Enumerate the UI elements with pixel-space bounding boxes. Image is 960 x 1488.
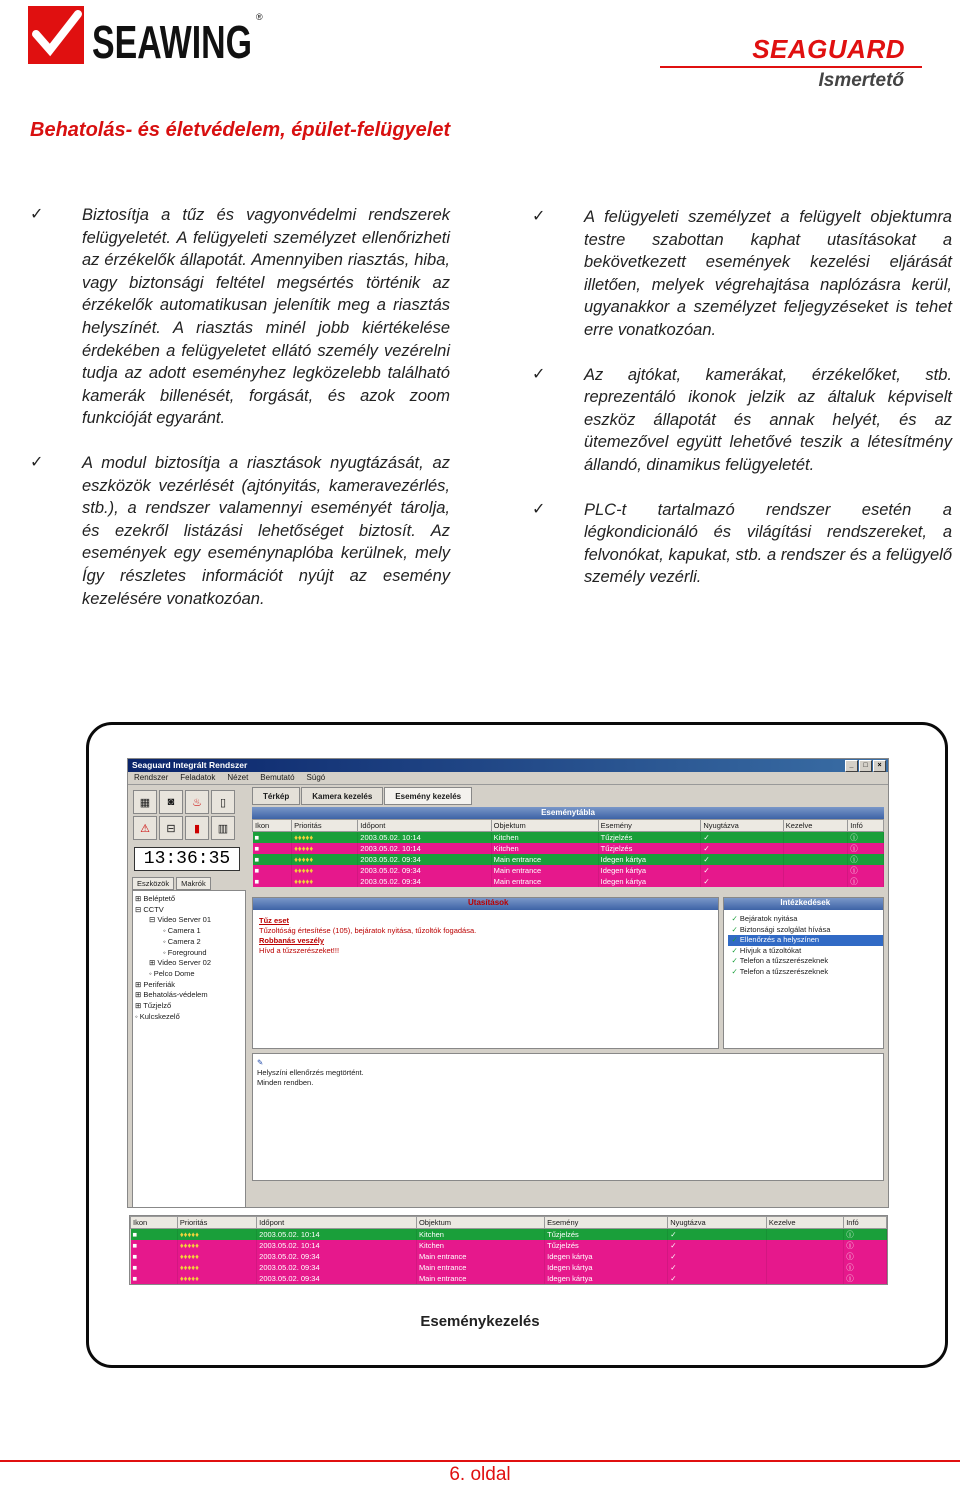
header-subtitle: Ismertető xyxy=(818,70,904,91)
instructions-panel xyxy=(252,897,719,1049)
handled-cell xyxy=(766,1229,843,1241)
object-cell: Kitchen xyxy=(491,832,598,844)
instruction-heading[interactable]: Tűz eset xyxy=(259,916,290,925)
event-cell: Idegen kártya xyxy=(598,854,701,865)
priority-icons: ♦♦♦♦♦ xyxy=(177,1251,256,1262)
table-row[interactable] xyxy=(253,854,884,865)
event-icon: ■ xyxy=(131,1251,178,1262)
event-icon: ■ xyxy=(131,1240,178,1251)
info-icon: ⓘ xyxy=(848,865,884,876)
handled-cell xyxy=(783,843,848,854)
gate-icon[interactable]: ⊟ xyxy=(159,816,183,840)
time-cell: 2003.05.02. 10:14 xyxy=(257,1240,417,1251)
event-cell: Idegen kártya xyxy=(545,1262,668,1273)
object-cell: Main entrance xyxy=(491,876,598,887)
page-title: Behatolás- és életvédelem, épület-felügyelet xyxy=(30,119,451,141)
figure-caption: Eseménykezelés xyxy=(420,1313,540,1330)
object-cell: Kitchen xyxy=(416,1229,544,1241)
main-panel xyxy=(252,787,884,1205)
event-cell: Idegen kártya xyxy=(545,1273,668,1284)
tree-node[interactable]: ⊟ Video Server 01 xyxy=(149,915,212,925)
menu-bemutato[interactable]: Bemutató xyxy=(260,773,295,782)
handled-cell xyxy=(783,832,848,844)
instructions-title: Utasítások xyxy=(253,898,718,910)
check-icon: ✓ xyxy=(532,365,546,383)
seawing-logo xyxy=(28,4,270,68)
bullet-item: ✓ Biztosítja a tűz és vagyonvédelmi rendszerek felügyeletét. A felügyeleti személyzet ellenőrizheti az érzékelők állapotát. Amennyiben riasztás, hiba, vagy biztonsági feltétel megsértés történik az érzékelők automatikusan jelenítik meg a riasztás helyszínét. A riasztás minél jobb kiértékelése érdekében a felügyeletet ellátó személy vezérelni tudja az adott eseményhez legközelebb található kamerák billenését, forgását, és azok zoom funkcióját egyaránt. xyxy=(30,206,450,428)
tree-node[interactable]: ⊞ Video Server 02 xyxy=(149,958,212,968)
time-cell: 2003.05.02. 09:34 xyxy=(257,1273,417,1284)
action-item[interactable]: ✓ Bejáratok nyitása xyxy=(731,914,798,923)
menu-rendszer[interactable]: Rendszer xyxy=(134,773,169,782)
info-icon: ⓘ xyxy=(844,1240,887,1251)
actions-panel xyxy=(723,897,884,1049)
table-row[interactable] xyxy=(131,1240,887,1251)
info-icon: ⓘ xyxy=(844,1251,887,1262)
table-row[interactable] xyxy=(131,1251,887,1262)
action-item[interactable]: ✓ Telefon a tűzszerészeknek xyxy=(731,956,829,965)
priority-icons: ♦♦♦♦♦ xyxy=(292,832,358,844)
tree-node[interactable]: ◦ Camera 1 xyxy=(163,926,201,936)
acknowledged-icon: ✓ xyxy=(701,832,783,844)
priority-icons: ♦♦♦♦♦ xyxy=(292,865,358,876)
close-button[interactable]: × xyxy=(873,760,886,772)
event-cell: Tűzjelzés xyxy=(598,843,701,854)
fire-alarm-icon[interactable]: ♨ xyxy=(185,790,209,814)
table-row[interactable] xyxy=(253,865,884,876)
time-cell: 2003.05.02. 09:34 xyxy=(257,1262,417,1273)
acknowledged-icon: ✓ xyxy=(701,865,783,876)
check-icon: ✓ xyxy=(731,945,740,955)
note-line: Helyszíni ellenőrzés megtörtént. xyxy=(257,1068,364,1077)
object-cell: Kitchen xyxy=(416,1240,544,1251)
tree-node[interactable]: ⊞ Tűzjelző xyxy=(135,1001,172,1011)
table-row[interactable] xyxy=(131,1229,887,1241)
header-divider xyxy=(660,66,922,68)
acknowledged-icon: ✓ xyxy=(668,1251,767,1262)
table-row[interactable] xyxy=(253,876,884,887)
event-icon: ■ xyxy=(253,876,292,887)
maximize-button[interactable]: □ xyxy=(859,760,872,772)
left-panel xyxy=(130,787,248,1205)
tree-node[interactable]: ◦ Kulcskezelő xyxy=(135,1011,180,1021)
info-icon: ⓘ xyxy=(844,1229,887,1241)
event-log-table: Ikon Prioritás Időpont Objektum Esemény Nyugtázva Kezelve Infó ■ ♦♦♦♦♦ 2003.05.02. 10:14 Kitchen Tűzjelzés ✓ ⓘ ■ ♦♦♦♦♦ 2003.05.02. 10:14 Kitchen Tűzjelzés ✓ ⓘ ■ ♦♦♦♦♦ 2003.05.02. 09:34 Main entrance Idegen kártya ✓ ⓘ ■ ♦♦♦♦♦ 2003.05.02. 09:34 Main entrance Idegen kártya ✓ ⓘ ■ ♦♦♦♦♦ 2003.05.02. 09:34 Main entrance Idegen kártya ✓ ⓘ xyxy=(129,1215,888,1285)
menu-nezet[interactable]: Nézet xyxy=(227,773,249,782)
bullet-item: ✓ A modul biztosítja a riasztások nyugtázását, az eszközök vezérlését (ajtónyitás, kameravezérlés, stb.), a rendszer valamennyi eseményét tárolja, és ezekről listázási lehetőséget biztosít. Az események egy eseménynaplóba kerülnek, mely Így részletes információt nyújt az esemény kezelésére vonatkozóan. xyxy=(30,453,450,608)
event-cell: Tűzjelzés xyxy=(545,1229,668,1241)
check-icon: ✓ xyxy=(532,208,546,225)
bullet-item: ✓ PLC-t tartalmazó rendszer esetén a légkondicionáló és világítási rendszereket, a felvonókat, kapukat, stb. a rendszer és a felügyelő személy vezérli. xyxy=(532,500,952,587)
priority-icons: ♦♦♦♦♦ xyxy=(292,854,358,865)
priority-icons: ♦♦♦♦♦ xyxy=(177,1273,256,1284)
object-cell: Main entrance xyxy=(491,865,598,876)
table-row[interactable] xyxy=(253,832,884,844)
event-icon: ■ xyxy=(131,1262,178,1273)
check-icon: ✓ xyxy=(731,966,740,976)
priority-icons: ♦♦♦♦♦ xyxy=(177,1262,256,1273)
tree-node[interactable]: ◦ Camera 2 xyxy=(163,936,201,946)
device-tree xyxy=(132,890,246,1208)
action-item[interactable]: ✓ Biztonsági szolgálat hívása xyxy=(731,924,831,934)
handled-cell xyxy=(766,1240,843,1251)
window-titlebar xyxy=(128,759,888,772)
handled-cell xyxy=(766,1273,843,1284)
tree-node[interactable]: ⊞ Beléptető xyxy=(135,894,176,903)
event-icon: ■ xyxy=(253,854,292,865)
handled-cell xyxy=(766,1262,843,1273)
tree-node[interactable]: ⊟ CCTV xyxy=(135,904,164,914)
svg-text:®: ® xyxy=(256,12,263,22)
info-icon: ⓘ xyxy=(848,843,884,854)
event-cell: Tűzjelzés xyxy=(545,1240,668,1251)
footer-divider xyxy=(0,1460,960,1462)
acknowledged-icon: ✓ xyxy=(701,854,783,865)
check-icon: ✓ xyxy=(30,206,44,223)
handled-cell xyxy=(783,865,848,876)
event-cell: Tűzjelzés xyxy=(598,832,701,844)
object-cell: Main entrance xyxy=(416,1273,544,1284)
action-item[interactable]: ✓ Telefon a tűzszerészeknek xyxy=(731,966,829,976)
acknowledged-icon: ✓ xyxy=(668,1229,767,1241)
door-icon[interactable]: ▯ xyxy=(211,790,235,814)
check-icon: ✓ xyxy=(731,914,740,923)
object-cell: Kitchen xyxy=(491,843,598,854)
bullet-item: ✓ Az ajtókat, kamerákat, érzékelőket, stb. reprezentáló ikonok jelzik az általuk képviselt eszköz állapotát és annak helyét, és az ütemezővel együtt lehetővé teszik a létesítmény állandó, dinamikus felügyeletét. xyxy=(532,365,952,474)
right-column xyxy=(532,206,952,611)
object-cell: Main entrance xyxy=(491,854,598,865)
event-cell: Idegen kártya xyxy=(598,876,701,887)
tab-makrok[interactable]: Makrók xyxy=(176,877,211,890)
time-cell: 2003.05.02. 10:14 xyxy=(358,832,491,844)
table-row[interactable] xyxy=(131,1273,887,1284)
acknowledged-icon: ✓ xyxy=(701,843,783,854)
event-cell: Idegen kártya xyxy=(598,865,701,876)
object-cell: Main entrance xyxy=(416,1262,544,1273)
priority-icons: ♦♦♦♦♦ xyxy=(177,1240,256,1251)
table-row[interactable] xyxy=(131,1262,887,1273)
event-icon: ■ xyxy=(253,832,292,844)
window-title: Seaguard Integrált Rendszer xyxy=(132,760,248,770)
edit-icon[interactable]: ✎ xyxy=(257,1058,264,1067)
menu-bar xyxy=(128,772,888,785)
action-item[interactable]: ✓ Hívjuk a tűzoltókat xyxy=(731,945,802,955)
event-table-title: Eseménytábla xyxy=(252,807,884,819)
acknowledged-icon: ✓ xyxy=(701,876,783,887)
notes-area[interactable] xyxy=(252,1053,884,1181)
event-icon: ■ xyxy=(131,1229,178,1241)
time-cell: 2003.05.02. 09:34 xyxy=(358,854,491,865)
map-icon[interactable]: ▦ xyxy=(133,790,157,814)
info-icon: ⓘ xyxy=(844,1273,887,1284)
brand-name: SEAGUARD xyxy=(752,34,905,64)
instruction-text: Tűzoltóság értesítése (105), bejáratok nyitása, tűzoltók fogadása. xyxy=(259,926,477,935)
camera-icon[interactable]: ◙ xyxy=(159,790,183,814)
instruction-heading[interactable]: Robbanás veszély xyxy=(259,936,325,945)
time-cell: 2003.05.02. 09:34 xyxy=(358,876,491,887)
check-icon: ✓ xyxy=(731,935,740,944)
priority-icons: ♦♦♦♦♦ xyxy=(292,843,358,854)
tab-terkep[interactable]: Térkép xyxy=(252,787,300,805)
acknowledged-icon: ✓ xyxy=(668,1262,767,1273)
app-window xyxy=(127,758,889,1208)
tree-node[interactable]: ⊞ Periferiák xyxy=(135,979,176,989)
info-icon: ⓘ xyxy=(844,1262,887,1273)
acknowledged-icon: ✓ xyxy=(668,1273,767,1284)
time-cell: 2003.05.02. 10:14 xyxy=(358,843,491,854)
check-icon: ✓ xyxy=(30,453,44,471)
event-icon: ■ xyxy=(131,1273,178,1284)
tree-node[interactable]: ⊞ Behatolás-védelem xyxy=(135,990,208,1000)
menu-feladatok[interactable]: Feladatok xyxy=(180,773,216,782)
trash-icon[interactable]: ▥ xyxy=(211,816,235,840)
info-icon: ⓘ xyxy=(848,876,884,887)
event-cell: Idegen kártya xyxy=(545,1251,668,1262)
actions-title: Intézkedések xyxy=(724,898,883,910)
check-icon: ✓ xyxy=(532,500,546,518)
time-cell: 2003.05.02. 09:34 xyxy=(358,865,491,876)
note-line: Minden rendben. xyxy=(257,1078,314,1087)
left-column xyxy=(30,204,450,632)
extinguisher-icon[interactable]: ▮ xyxy=(185,816,209,840)
page-number: 6. oldal xyxy=(449,1464,511,1485)
info-icon: ⓘ xyxy=(848,854,884,865)
check-icon: ✓ xyxy=(731,956,740,965)
tab-esemeny-kezeles[interactable]: Esemény kezelés xyxy=(384,787,472,805)
tab-kamera-kezeles[interactable]: Kamera kezelés xyxy=(301,787,383,805)
menu-sugo[interactable]: Súgó xyxy=(306,773,326,782)
priority-icons: ♦♦♦♦♦ xyxy=(292,876,358,887)
instruction-text: Hívd a tűzszerészeket!!! xyxy=(259,946,340,955)
handled-cell xyxy=(783,854,848,865)
warning-icon[interactable]: ⚠ xyxy=(133,816,157,840)
priority-icons: ♦♦♦♦♦ xyxy=(177,1229,256,1241)
logo-text: SEAWING xyxy=(92,16,252,68)
bullet-item: ✓ A felügyeleti személyzet a felügyelt objektumra testre szabottan kaphat utasításokat a bekövetkezett események kezelési eljárását illetően, melyek végrehajtása naplózásra kerül, ugyanakkor a személyzet feljegyzéseket is tehet erre vonatkozóan. xyxy=(532,208,952,339)
tab-eszkozok[interactable]: Eszközök xyxy=(132,877,174,890)
table-row[interactable] xyxy=(253,843,884,854)
event-icon: ■ xyxy=(253,843,292,854)
clock-display: 13:36:35 xyxy=(134,847,240,871)
handled-cell xyxy=(783,876,848,887)
time-cell: 2003.05.02. 09:34 xyxy=(257,1251,417,1262)
tree-node[interactable]: ◦ Foreground xyxy=(163,947,207,957)
time-cell: 2003.05.02. 10:14 xyxy=(257,1229,417,1241)
minimize-button[interactable]: _ xyxy=(845,760,858,772)
object-cell: Main entrance xyxy=(416,1251,544,1262)
info-icon: ⓘ xyxy=(848,832,884,844)
event-table: Ikon Prioritás Időpont Objektum Esemény Nyugtázva Kezelve Infó ■ ♦♦♦♦♦ 2003.05.02. 10:14 Kitchen Tűzjelzés ✓ ⓘ ■ ♦♦♦♦♦ 2003.05.02. 10:14 Kitchen Tűzjelzés ✓ ⓘ ■ ♦♦♦♦♦ 2003.05.02. 09:34 Main entrance Idegen kártya ✓ ⓘ ■ ♦♦♦♦♦ 2003.05.02. 09:34 Main entrance Idegen kártya ✓ ⓘ ■ ♦♦♦♦♦ 2003.05.02. 09:34 Main entrance Idegen kártya ✓ ⓘ xyxy=(252,819,884,887)
acknowledged-icon: ✓ xyxy=(668,1240,767,1251)
action-item[interactable]: ✓ Ellenőrzés a helyszínen xyxy=(728,935,883,946)
handled-cell xyxy=(766,1251,843,1262)
check-icon: ✓ xyxy=(731,924,740,934)
event-icon: ■ xyxy=(253,865,292,876)
tree-node[interactable]: ◦ Pelco Dome xyxy=(149,968,195,978)
